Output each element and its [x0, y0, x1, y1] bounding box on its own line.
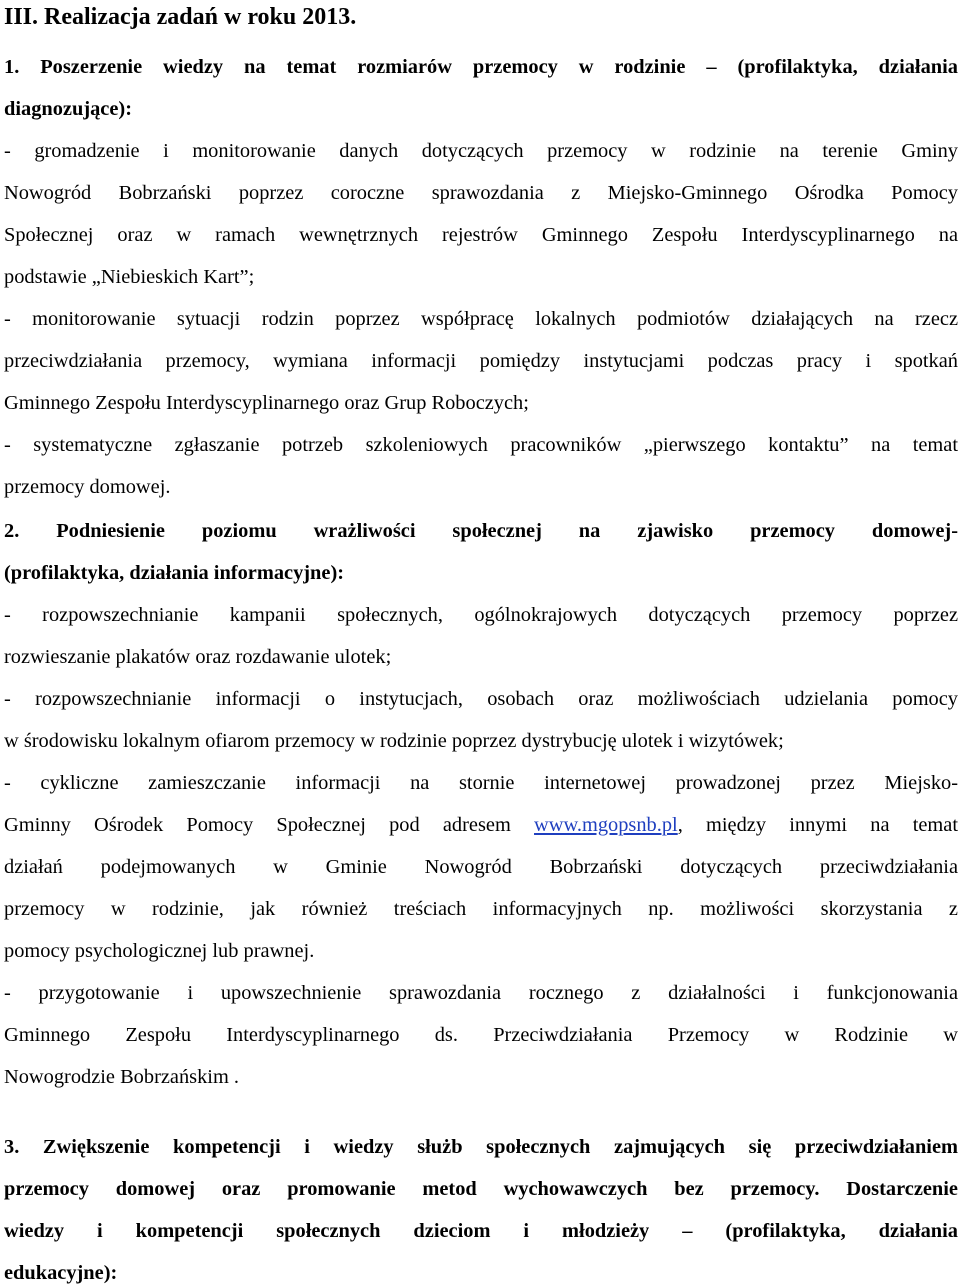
section1-line: Nowogród Bobrzański poprzez coroczne sprawozdania z Miejsko-Gminnego Ośrodka Pomocy: [4, 182, 958, 204]
section1-line: Gminnego Zespołu Interdyscyplinarnego oraz Grup Roboczych;: [4, 392, 529, 414]
section-heading: III. Realizacja zadań w roku 2013.: [4, 4, 357, 30]
section2-line: Gminnego Zespołu Interdyscyplinarnego ds. Przeciwdziałania Przemocy w Rodzinie w: [4, 1024, 958, 1046]
section1-line: - gromadzenie i monitorowanie danych dotyczących przemocy w rodzinie na terenie Gminy: [4, 140, 958, 162]
section2-line: rozwieszanie plakatów oraz rozdawanie ulotek;: [4, 646, 392, 668]
section2-line: w środowisku lokalnym ofiarom przemocy w rodzinie poprzez dystrybucję ulotek i wizytówek;: [4, 730, 784, 752]
section2-line: działań podejmowanych w Gminie Nowogród Bobrzański dotyczących przeciwdziałania: [4, 856, 958, 878]
section2-title-line1: 2. Podniesienie poziomu wrażliwości społecznej na zjawisko przemocy domowej-: [4, 520, 958, 542]
section2-line: - cykliczne zamieszczanie informacji na stornie internetowej prowadzonej przez Miejsko-: [4, 772, 958, 794]
section3-line: wiedzy i kompetencji społecznych dzieciom i młodzieży – (profilaktyka, działania: [4, 1220, 958, 1242]
section1-line: podstawie „Niebieskich Kart”;: [4, 266, 255, 288]
section2-line: - przygotowanie i upowszechnienie sprawozdania rocznego z działalności i funkcjonowania: [4, 982, 958, 1004]
website-link[interactable]: www.mgopsnb.pl: [534, 814, 678, 836]
section2-link-line: [4, 811, 958, 839]
section2-title-line2: (profilaktyka, działania informacyjne):: [4, 562, 345, 584]
section2-line: - rozpowszechnianie kampanii społecznych, ogólnokrajowych dotyczących przemocy poprzez: [4, 604, 958, 626]
section2-line: pomocy psychologicznej lub prawnej.: [4, 940, 315, 962]
section3-line: przemocy domowej oraz promowanie metod wychowawczych bez przemocy. Dostarczenie: [4, 1178, 958, 1200]
section1-line: przemocy domowej.: [4, 476, 171, 498]
section1-title-line2: diagnozujące):: [4, 98, 132, 120]
link-line-prefix: Gminny Ośrodek Pomocy Społecznej pod adresem: [4, 814, 535, 836]
section3-line: edukacyjne):: [4, 1262, 118, 1284]
section1-line: - systematyczne zgłaszanie potrzeb szkoleniowych pracowników „pierwszego kontaktu” na temat: [4, 434, 958, 456]
section1-line: przeciwdziałania przemocy, wymiana informacji pomiędzy instytucjami podczas pracy i spotkań: [4, 350, 958, 372]
section1-title-line1: 1. Poszerzenie wiedzy na temat rozmiarów przemocy w rodzinie – (profilaktyka, działania: [4, 56, 958, 78]
section2-line: przemocy w rodzinie, jak również treściach informacyjnych np. możliwości skorzystania z: [4, 898, 958, 920]
section1-line: Społecznej oraz w ramach wewnętrznych rejestrów Gminnego Zespołu Interdyscyplinarnego na: [4, 224, 958, 246]
section1-line: - monitorowanie sytuacji rodzin poprzez współpracę lokalnych podmiotów działających na rzecz: [4, 308, 958, 330]
section2-line: Nowogrodzie Bobrzańskim .: [4, 1066, 240, 1088]
link-line-suffix: , między innymi na temat: [677, 814, 959, 836]
section2-line: - rozpowszechnianie informacji o instytucjach, osobach oraz możliwościach udzielania pomocy: [4, 688, 958, 710]
section3-line: 3. Zwiększenie kompetencji i wiedzy służb społecznych zajmujących się przeciwdziałaniem: [4, 1136, 958, 1158]
